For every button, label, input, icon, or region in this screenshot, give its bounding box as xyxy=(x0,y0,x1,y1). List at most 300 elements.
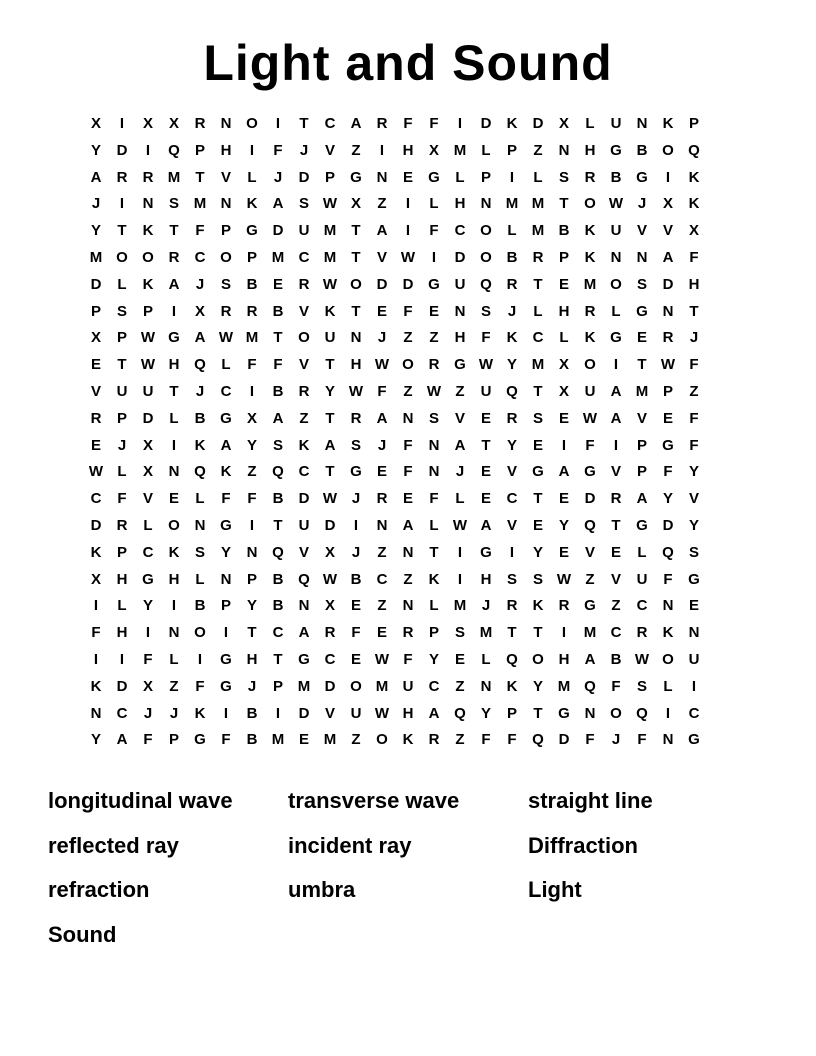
grid-letter: G xyxy=(636,516,648,534)
grid-letter: R xyxy=(246,302,258,320)
grid-letter: G xyxy=(688,570,700,588)
grid-letter: D xyxy=(584,490,596,508)
grid-letter: H xyxy=(454,329,466,347)
grid-letter: M xyxy=(583,275,597,293)
grid-letter: D xyxy=(454,248,466,266)
grid-letter: O xyxy=(584,356,596,374)
grid-letter: F xyxy=(585,731,595,749)
grid-letter: K xyxy=(688,195,700,213)
grid-letter: V xyxy=(610,570,621,588)
grid-letter: K xyxy=(194,704,206,722)
grid-letter: L xyxy=(429,597,439,615)
word-bank-item: transverse wave xyxy=(288,788,460,813)
grid-letter: Y xyxy=(662,490,673,508)
grid-letter: S xyxy=(558,168,569,186)
grid-letter: U xyxy=(610,115,622,132)
grid-row xyxy=(83,408,733,435)
grid-letter: W xyxy=(322,490,338,508)
grid-letter: F xyxy=(403,436,413,454)
grid-letter: G xyxy=(142,570,154,588)
grid-letter: J xyxy=(143,704,153,722)
grid-row xyxy=(83,595,733,622)
grid-letter: Q xyxy=(480,275,492,293)
grid-letter: D xyxy=(558,731,570,749)
grid-letter: M xyxy=(323,222,337,240)
grid-letter: U xyxy=(480,382,492,400)
grid-letter: I xyxy=(171,302,177,320)
grid-row xyxy=(83,274,733,301)
grid-letter: C xyxy=(376,570,388,588)
grid-letter: A xyxy=(558,463,570,481)
grid-letter: T xyxy=(273,516,283,534)
grid-letter: H xyxy=(558,302,570,320)
grid-letter: B xyxy=(246,731,258,749)
grid-letter: W xyxy=(322,570,338,588)
grid-letter: V xyxy=(506,516,517,534)
grid-letter: N xyxy=(376,168,388,186)
grid-letter: I xyxy=(223,704,229,722)
grid-letter: R xyxy=(168,248,180,266)
grid-letter: H xyxy=(116,570,128,588)
grid-row xyxy=(83,676,733,703)
grid-letter: Z xyxy=(351,731,361,749)
grid-letter: P xyxy=(246,248,257,266)
grid-letter: E xyxy=(558,543,569,561)
grid-letter: D xyxy=(272,222,284,240)
grid-letter: M xyxy=(89,248,103,266)
grid-letter: I xyxy=(93,650,99,668)
grid-letter: N xyxy=(558,141,570,159)
grid-letter: I xyxy=(561,624,567,642)
grid-letter: T xyxy=(117,222,127,240)
grid-letter: L xyxy=(117,463,127,481)
grid-letter: O xyxy=(584,195,596,213)
grid-letter: I xyxy=(171,436,177,454)
grid-letter: D xyxy=(298,168,310,186)
grid-letter: J xyxy=(637,195,647,213)
word-bank-item: straight line xyxy=(528,788,653,813)
grid-row xyxy=(83,488,733,515)
grid-letter: W xyxy=(608,195,624,213)
grid-letter: F xyxy=(429,490,439,508)
grid-letter: S xyxy=(272,436,283,454)
grid-letter: V xyxy=(142,490,153,508)
grid-letter: R xyxy=(376,490,388,508)
grid-letter: P xyxy=(480,168,491,186)
grid-letter: Q xyxy=(584,677,596,695)
grid-letter: A xyxy=(584,650,596,668)
grid-letter: N xyxy=(402,409,414,427)
grid-letter: B xyxy=(272,490,284,508)
grid-letter: P xyxy=(142,302,153,320)
grid-letter: K xyxy=(324,302,336,320)
grid-letter: C xyxy=(610,624,622,642)
grid-letter: B xyxy=(558,222,570,240)
grid-letter: P xyxy=(324,168,335,186)
grid-letter: G xyxy=(610,141,622,159)
grid-letter: F xyxy=(221,731,231,749)
grid-letter: H xyxy=(168,570,180,588)
grid-letter: T xyxy=(507,624,517,642)
grid-letter: A xyxy=(480,516,492,534)
grid-letter: N xyxy=(194,516,206,534)
grid-letter: W xyxy=(634,650,650,668)
grid-letter: L xyxy=(169,650,179,668)
grid-letter: L xyxy=(221,356,231,374)
grid-letter: T xyxy=(429,543,439,561)
grid-letter: U xyxy=(636,570,648,588)
grid-letter: F xyxy=(273,141,283,159)
grid-letter: A xyxy=(402,516,414,534)
grid-letter: C xyxy=(532,329,544,347)
grid-letter: I xyxy=(145,624,151,642)
grid-letter: I xyxy=(249,382,255,400)
grid-letter: D xyxy=(90,516,102,534)
grid-letter: P xyxy=(116,409,127,427)
grid-letter: W xyxy=(478,356,494,374)
grid-letter: Y xyxy=(480,704,491,722)
grid-letter: L xyxy=(533,302,543,320)
grid-letter: W xyxy=(218,329,234,347)
grid-letter: M xyxy=(245,329,259,347)
grid-letter: R xyxy=(662,329,674,347)
grid-letter: O xyxy=(480,248,492,266)
grid-letter: E xyxy=(402,168,413,186)
grid-row xyxy=(83,193,733,220)
grid-letter: V xyxy=(584,543,595,561)
grid-letter: E xyxy=(298,731,309,749)
grid-letter: D xyxy=(662,275,674,293)
grid-letter: Q xyxy=(532,731,544,749)
grid-letter: E xyxy=(350,597,361,615)
grid-letter: D xyxy=(142,409,154,427)
grid-letter: A xyxy=(116,731,128,749)
word-bank-item: longitudinal wave xyxy=(48,788,233,813)
grid-letter: E xyxy=(376,624,387,642)
grid-letter: J xyxy=(195,382,205,400)
grid-letter: P xyxy=(116,329,127,347)
grid-letter: E xyxy=(272,275,283,293)
grid-letter: N xyxy=(636,248,648,266)
grid-letter: J xyxy=(299,141,309,159)
grid-letter: N xyxy=(376,516,388,534)
grid-letter: E xyxy=(558,490,569,508)
grid-letter: F xyxy=(429,115,439,132)
grid-letter: T xyxy=(611,516,621,534)
grid-letter: X xyxy=(142,115,153,132)
grid-letter: R xyxy=(584,302,596,320)
grid-letter: Q xyxy=(298,570,310,588)
grid-letter: I xyxy=(691,677,697,695)
grid-letter: B xyxy=(272,382,284,400)
grid-letter: N xyxy=(90,704,102,722)
grid-row xyxy=(83,247,733,274)
grid-letter: J xyxy=(377,436,387,454)
grid-letter: X xyxy=(558,356,569,374)
grid-letter: T xyxy=(273,650,283,668)
grid-letter: G xyxy=(350,463,362,481)
grid-letter: S xyxy=(454,624,465,642)
grid-letter: S xyxy=(220,275,231,293)
grid-letter: I xyxy=(171,597,177,615)
grid-letter: L xyxy=(481,141,491,159)
grid-letter: Q xyxy=(506,650,518,668)
grid-letter: K xyxy=(688,168,700,186)
grid-letter: G xyxy=(350,168,362,186)
grid-letter: E xyxy=(636,329,647,347)
grid-letter: W xyxy=(140,329,156,347)
grid-letter: F xyxy=(117,490,127,508)
grid-letter: L xyxy=(533,168,543,186)
grid-letter: Z xyxy=(689,382,699,400)
grid-letter: Z xyxy=(429,329,439,347)
grid-letter: G xyxy=(532,463,544,481)
grid-letter: W xyxy=(452,516,468,534)
grid-letter: F xyxy=(507,731,517,749)
grid-letter: F xyxy=(663,570,673,588)
grid-letter: X xyxy=(428,141,439,159)
grid-letter: E xyxy=(454,650,465,668)
grid-letter: V xyxy=(220,168,231,186)
grid-letter: L xyxy=(481,650,491,668)
grid-letter: A xyxy=(610,382,622,400)
grid-letter: K xyxy=(142,275,154,293)
grid-letter: A xyxy=(610,409,622,427)
grid-letter: L xyxy=(195,490,205,508)
grid-letter: X xyxy=(142,677,153,695)
grid-letter: P xyxy=(558,248,569,266)
grid-letter: F xyxy=(403,302,413,320)
grid-letter: F xyxy=(689,436,699,454)
grid-letter: H xyxy=(168,356,180,374)
grid-letter: I xyxy=(275,704,281,722)
grid-letter: Q xyxy=(168,141,180,159)
grid-letter: F xyxy=(195,677,205,695)
grid-letter: R xyxy=(402,624,414,642)
grid-letter: F xyxy=(143,731,153,749)
grid-letter: Z xyxy=(533,141,543,159)
grid-letter: L xyxy=(507,222,517,240)
grid-letter: F xyxy=(247,356,257,374)
grid-letter: Y xyxy=(506,356,517,374)
grid-letter: F xyxy=(403,463,413,481)
grid-letter: I xyxy=(405,195,411,213)
grid-letter: H xyxy=(220,141,232,159)
grid-letter: K xyxy=(90,543,102,561)
grid-letter: C xyxy=(636,597,648,615)
grid-letter: V xyxy=(298,543,309,561)
grid-letter: L xyxy=(455,490,465,508)
grid-letter: J xyxy=(377,329,387,347)
grid-letter: M xyxy=(453,141,467,159)
grid-letter: A xyxy=(272,195,284,213)
grid-letter: T xyxy=(351,222,361,240)
grid-letter: M xyxy=(375,677,389,695)
grid-letter: P xyxy=(506,704,517,722)
grid-letter: Y xyxy=(688,516,699,534)
grid-letter: F xyxy=(403,650,413,668)
grid-letter: G xyxy=(480,543,492,561)
grid-letter: D xyxy=(402,275,414,293)
grid-letter: N xyxy=(636,115,648,132)
grid-letter: K xyxy=(220,463,232,481)
grid-letter: M xyxy=(505,195,519,213)
grid-row xyxy=(83,569,733,596)
grid-letter: B xyxy=(246,275,258,293)
grid-letter: N xyxy=(168,624,180,642)
grid-letter: G xyxy=(298,650,310,668)
grid-letter: P xyxy=(220,597,231,615)
grid-letter: I xyxy=(405,222,411,240)
grid-letter: R xyxy=(116,516,128,534)
grid-letter: F xyxy=(221,490,231,508)
grid-letter: Y xyxy=(142,597,153,615)
grid-letter: A xyxy=(194,329,206,347)
grid-letter: O xyxy=(298,329,310,347)
grid-letter: N xyxy=(350,329,362,347)
grid-letter: F xyxy=(247,490,257,508)
grid-letter: F xyxy=(351,624,361,642)
grid-letter: I xyxy=(249,516,255,534)
grid-letter: E xyxy=(610,543,621,561)
grid-letter: D xyxy=(324,516,336,534)
grid-letter: W xyxy=(426,382,442,400)
grid-letter: E xyxy=(558,409,569,427)
grid-letter: B xyxy=(272,570,284,588)
grid-letter: R xyxy=(90,409,102,427)
grid-letter: B xyxy=(272,302,284,320)
grid-letter: K xyxy=(168,543,180,561)
grid-letter: O xyxy=(168,516,180,534)
grid-letter: Z xyxy=(377,195,387,213)
grid-letter: D xyxy=(324,677,336,695)
grid-letter: D xyxy=(662,516,674,534)
grid-letter: E xyxy=(480,409,491,427)
grid-letter: P xyxy=(168,731,179,749)
grid-letter: O xyxy=(402,356,414,374)
grid-letter: E xyxy=(90,436,101,454)
grid-letter: D xyxy=(116,677,128,695)
grid-letter: P xyxy=(272,677,283,695)
grid-letter: M xyxy=(453,597,467,615)
grid-letter: I xyxy=(119,650,125,668)
grid-letter: B xyxy=(272,597,284,615)
grid-letter: S xyxy=(636,275,647,293)
grid-letter: S xyxy=(480,302,491,320)
grid-letter: T xyxy=(169,382,179,400)
grid-letter: V xyxy=(610,463,621,481)
grid-letter: O xyxy=(662,650,674,668)
grid-letter: P xyxy=(194,141,205,159)
grid-letter: F xyxy=(429,222,439,240)
grid-letter: N xyxy=(662,302,674,320)
grid-letter: I xyxy=(613,356,619,374)
grid-letter: V xyxy=(636,222,647,240)
word-bank xyxy=(48,779,788,957)
grid-letter: O xyxy=(610,704,622,722)
grid-letter: N xyxy=(480,677,492,695)
grid-letter: U xyxy=(688,650,700,668)
grid-letter: Z xyxy=(611,597,621,615)
grid-letter: H xyxy=(246,650,258,668)
grid-letter: U xyxy=(142,382,154,400)
grid-letter: B xyxy=(610,168,622,186)
grid-letter: J xyxy=(169,704,179,722)
grid-letter: L xyxy=(585,115,595,132)
grid-letter: J xyxy=(351,543,361,561)
grid-letter: M xyxy=(167,168,181,186)
grid-letter: T xyxy=(351,248,361,266)
grid-letter: W xyxy=(140,356,156,374)
grid-letter: I xyxy=(457,115,463,132)
grid-letter: V xyxy=(376,248,387,266)
grid-letter: N xyxy=(246,543,258,561)
grid-letter: L xyxy=(611,302,621,320)
grid-letter: V xyxy=(324,704,335,722)
grid-letter: A xyxy=(298,624,310,642)
grid-letter: B xyxy=(350,570,362,588)
grid-letter: X xyxy=(324,597,335,615)
grid-letter: Z xyxy=(377,597,387,615)
grid-letter: V xyxy=(324,141,335,159)
grid-letter: Z xyxy=(299,409,309,427)
grid-letter: Y xyxy=(246,597,257,615)
grid-letter: A xyxy=(376,222,388,240)
grid-letter: R xyxy=(298,382,310,400)
grid-letter: Q xyxy=(194,463,206,481)
grid-letter: G xyxy=(584,463,596,481)
grid-letter: S xyxy=(350,436,361,454)
grid-letter: E xyxy=(688,597,699,615)
page-title: Light and Sound xyxy=(203,35,613,91)
grid-letter: T xyxy=(117,356,127,374)
grid-letter: R xyxy=(428,731,440,749)
grid-letter: C xyxy=(142,543,154,561)
grid-letter: P xyxy=(428,624,439,642)
grid-letter: G xyxy=(428,275,440,293)
grid-letter: G xyxy=(636,168,648,186)
grid-letter: X xyxy=(90,115,101,132)
grid-letter: X xyxy=(168,115,179,132)
grid-letter: Y xyxy=(558,516,569,534)
grid-letter: D xyxy=(90,275,102,293)
grid-letter: R xyxy=(220,302,232,320)
grid-letter: G xyxy=(168,329,180,347)
grid-letter: A xyxy=(168,275,180,293)
grid-letter: Y xyxy=(90,222,101,240)
grid-letter: N xyxy=(168,463,180,481)
grid-letter: Z xyxy=(351,141,361,159)
grid-letter: G xyxy=(662,436,674,454)
grid-letter: D xyxy=(298,704,310,722)
grid-letter: S xyxy=(532,570,543,588)
grid-letter: V xyxy=(636,409,647,427)
grid-row xyxy=(83,381,733,408)
grid-letter: N xyxy=(428,436,440,454)
grid-letter: F xyxy=(611,677,621,695)
grid-letter: M xyxy=(531,222,545,240)
grid-letter: M xyxy=(271,731,285,749)
grid-letter: E xyxy=(376,463,387,481)
grid-letter: K xyxy=(584,222,596,240)
grid-letter: T xyxy=(533,490,543,508)
grid-letter: W xyxy=(374,650,390,668)
grid-letter: O xyxy=(220,248,232,266)
grid-letter: G xyxy=(428,168,440,186)
grid-letter: U xyxy=(298,222,310,240)
grid-letter: M xyxy=(531,356,545,374)
grid-letter: F xyxy=(689,248,699,266)
